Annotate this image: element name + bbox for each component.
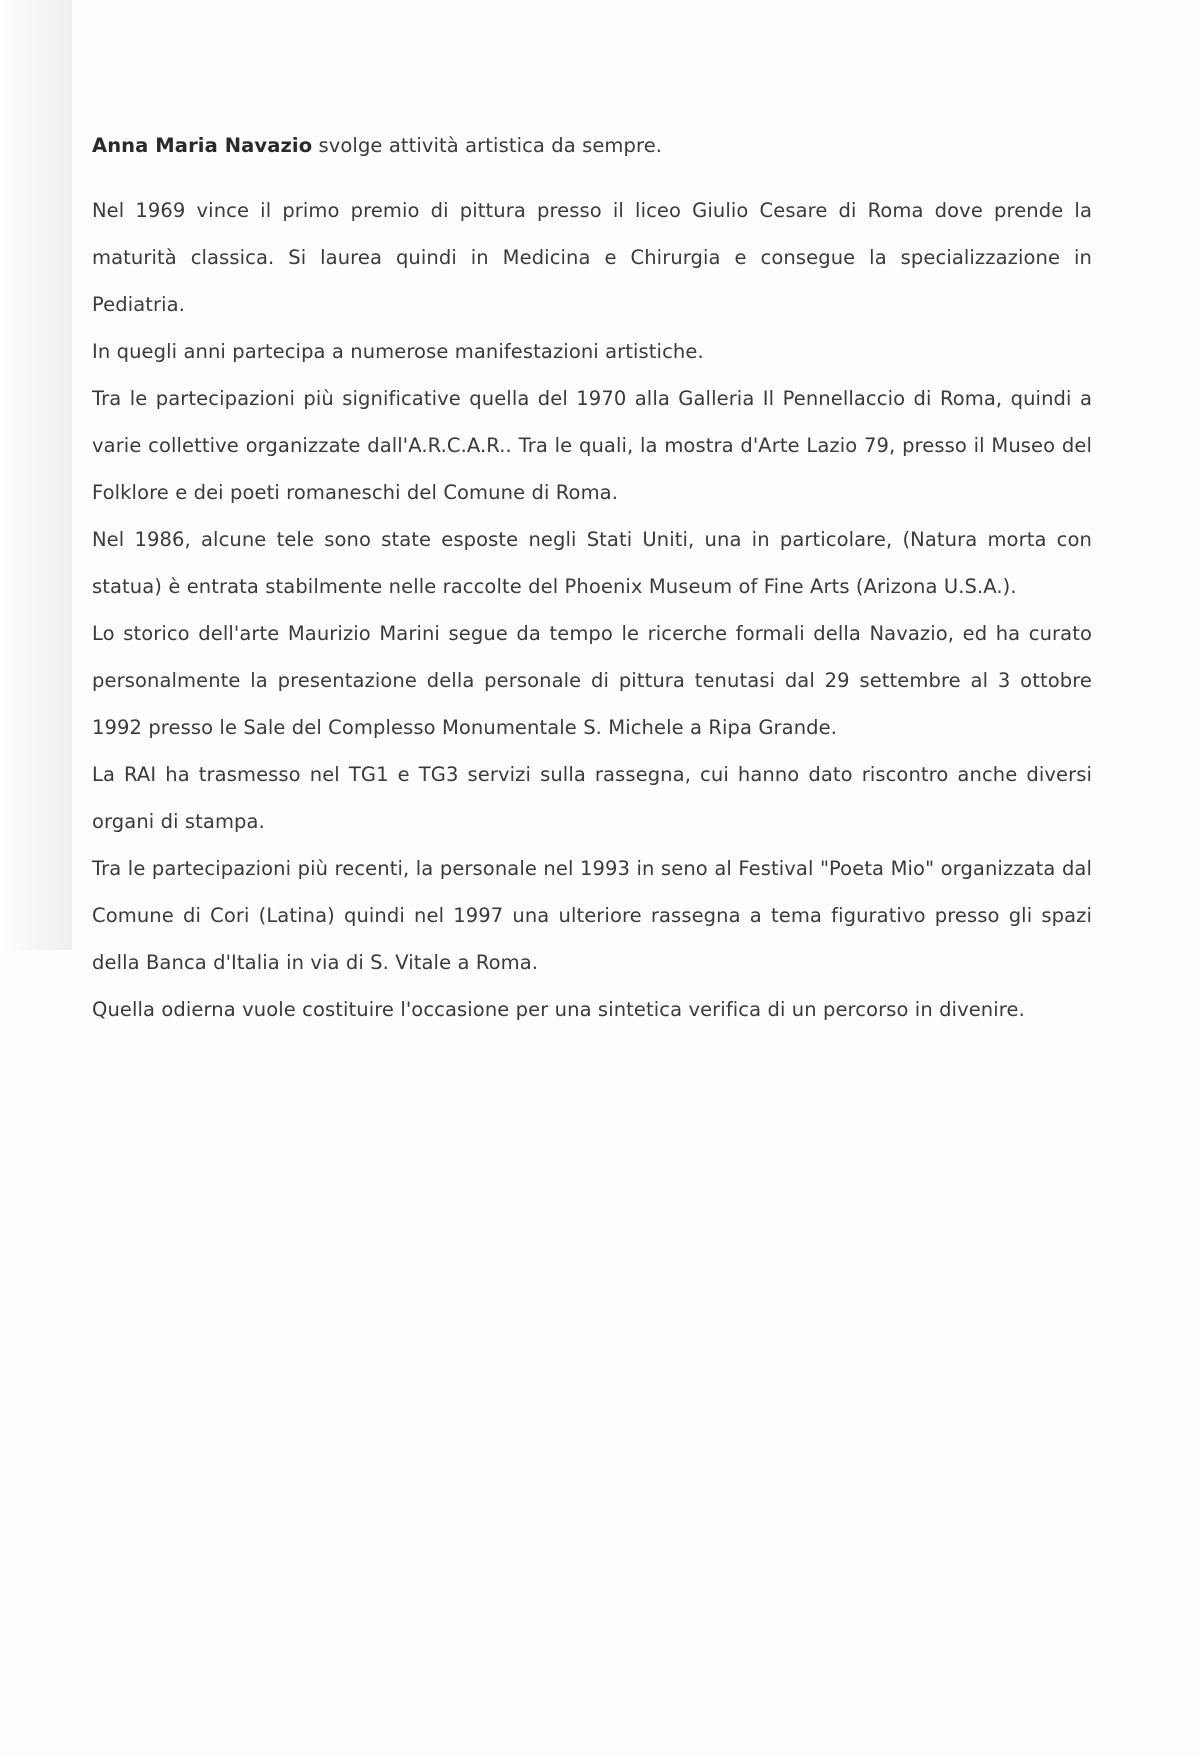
paragraph-8: Quella odierna vuole costituire l'occasione per una sintetica verifica di un percorso in divenire. bbox=[92, 998, 1025, 1021]
biography-text bbox=[92, 122, 1092, 1033]
intro-text: svolge attività artistica da sempre. bbox=[312, 134, 663, 157]
paragraph-7: Tra le partecipazioni più recenti, la personale nel 1993 in seno al Festival "Poeta Mio" organizzata dal Comune di Cori (Latina) quindi nel 1997 una ulteriore rassegna a tema figurativo presso gli spazi della Banca d'Italia in via di S. Vitale a Roma. bbox=[92, 857, 1092, 974]
paragraph-4: Nel 1986, alcune tele sono state esposte negli Stati Uniti, una in particolare, (Natura morta con statua) è entrata stabilmente nelle raccolte del Phoenix Museum of Fine Arts (Arizona U.S.A.). bbox=[92, 528, 1092, 598]
paragraph-5: Lo storico dell'arte Maurizio Marini segue da tempo le ricerche formali della Navazio, ed ha curato personalmente la presentazione della personale di pittura tenutasi dal 29 settembre al 3 ottobre 1992 presso le Sale del Complesso Monumentale S. Michele a Ripa Grande. bbox=[92, 622, 1092, 739]
paragraph-2: In quegli anni partecipa a numerose manifestazioni artistiche. bbox=[92, 340, 704, 363]
intro-paragraph bbox=[92, 122, 1092, 169]
paragraph-1: Nel 1969 vince il primo premio di pittura presso il liceo Giulio Cesare di Roma dove prende la maturità classica. Si laurea quindi in Medicina e Chirurgia e consegue la specializzazione in Pediatria. bbox=[92, 199, 1092, 316]
paragraph-3: Tra le partecipazioni più significative quella del 1970 alla Galleria Il Pennellaccio di Roma, quindi a varie collettive organizzate dall'A.R.C.A.R.. Tra le quali, la mostra d'Arte Lazio 79, presso il Museo del Folklore e dei poeti romaneschi del Comune di Roma. bbox=[92, 387, 1092, 504]
artist-name: Anna Maria Navazio bbox=[92, 134, 313, 157]
paragraph-6: La RAI ha trasmesso nel TG1 e TG3 servizi sulla rassegna, cui hanno dato riscontro anche diversi organi di stampa. bbox=[92, 763, 1092, 833]
scan-shadow-edge bbox=[0, 0, 72, 950]
